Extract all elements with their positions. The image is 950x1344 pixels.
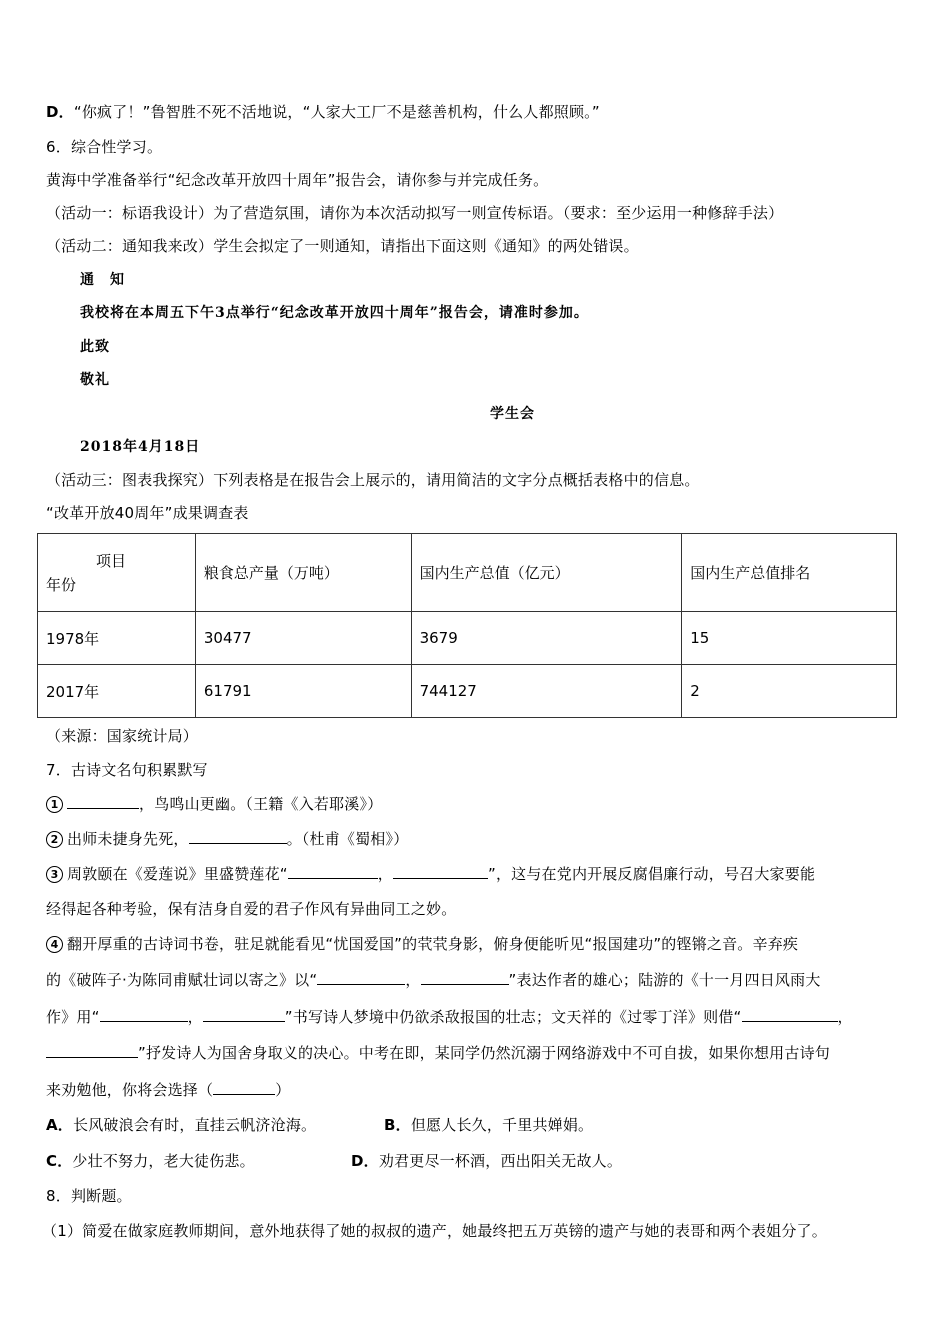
circled-number: 2 [46,831,63,848]
corner-year-label: 年份 [46,575,77,594]
q7-item3 [46,864,815,884]
item-text: 作》用“ [46,1008,100,1026]
cell-rank: 15 [682,612,897,665]
q8-title: 8．判断题。 [46,1187,132,1205]
circled-number: 4 [46,936,63,953]
q8-item1: （1）简爱在做家庭教师期间，意外地获得了她的叔叔的遗产，她最终把五万英镑的遗产与她的表哥和两个表姐分了。 [42,1222,827,1240]
answer-blank[interactable] [67,794,139,809]
q7-item1 [46,794,382,814]
cell-gdp: 3679 [411,612,682,665]
answer-blank[interactable] [288,864,378,879]
q7-option-c [46,1151,255,1171]
option-text: 少壮不努力，老大徒伤悲。 [72,1152,255,1170]
option-d-prev [46,102,600,122]
notice-title: 通 知 [80,272,125,288]
option-text: “你疯了！”鲁智胜不死不活地说，“人家大工厂不是慈善机构，什么人都照顾。” [73,103,600,121]
cell-grain: 61791 [195,665,411,718]
item-text: 来劝勉他，你将会选择（ [46,1081,214,1099]
table-corner-cell [38,534,196,612]
q7-item2 [46,829,408,849]
answer-choice-blank[interactable] [213,1080,275,1095]
q7-option-d [351,1151,622,1171]
answer-blank[interactable] [100,1007,188,1022]
item-text: ”，这与在党内开展反腐倡廉行动，号召大家要能 [487,865,816,883]
survey-table [37,533,897,718]
option-label: D． [46,103,74,121]
circled-number: 1 [46,796,63,813]
table-header-row [38,534,897,612]
answer-blank[interactable] [203,1007,285,1022]
answer-blank[interactable] [393,864,488,879]
answer-blank[interactable] [46,1043,138,1058]
header-gdp-rank: 国内生产总值排名 [682,534,897,612]
item-text: ”表达作者的雄心；陆游的《十一月四日风雨大 [508,971,821,989]
item-text: 。（杜甫《蜀相》） [286,830,409,848]
q6-activity3: （活动三：图表我探究）下列表格是在报告会上展示的，请用简洁的文字分点概括表格中的信息。 [46,471,700,489]
item-text: ） [275,1081,291,1099]
cell-gdp: 744127 [411,665,682,718]
q7-item3-line2: 经得起各种考验，保有洁身自爱的君子作风有异曲同工之妙。 [46,900,457,918]
item-text: ”书写诗人梦境中仍欲杀敌报国的壮志；文天祥的《过零丁洋》则借“ [284,1008,742,1026]
item-text: ”抒发诗人为国舍身取义的决心。中考在即，某同学仍然沉溺于网络游戏中不可自拔，如果你想用古诗句 [138,1044,830,1062]
table-row [38,665,897,718]
q6-activity1: （活动一：标语我设计）为了营造氛围，请你为本次活动拟写一则宣传标语。（要求：至少运用一种修辞手法） [46,204,784,222]
q7-item4-line1 [46,934,798,954]
item-text: ，鸟鸣山更幽。（王籍《入若耶溪》） [139,795,383,813]
header-grain: 粮食总产量（万吨） [195,534,411,612]
separator: ， [187,1008,203,1026]
answer-blank[interactable] [421,970,509,985]
option-text: 长风破浪会有时，直挂云帆济沧海。 [73,1116,317,1134]
answer-blank[interactable] [189,829,287,844]
q7-item4-line5 [46,1080,290,1100]
item-text: 的《破阵子·为陈同甫赋壮词以寄之》以“ [46,971,318,989]
separator: ， [405,971,421,989]
notice-date: 2018年4月18日 [80,439,201,455]
option-text: 但愿人长久，千里共婵娟。 [410,1116,594,1134]
notice-signer: 学生会 [490,406,535,422]
table-source: （来源：国家统计局） [46,727,199,745]
option-label: B． [384,1116,411,1134]
cell-year: 1978年 [38,612,196,665]
q7-item4-line3 [46,1007,853,1027]
answer-blank[interactable] [317,970,405,985]
notice-closing1: 此致 [80,339,110,355]
q6-intro: 黄海中学准备举行“纪念改革开放四十周年”报告会，请你参与并完成任务。 [46,171,549,189]
option-label: D． [351,1152,379,1170]
table-row [38,612,897,665]
answer-blank[interactable] [742,1007,838,1022]
cell-rank: 2 [682,665,897,718]
separator: ， [377,865,393,883]
table-title: “改革开放40周年”成果调查表 [46,504,249,522]
item-text: 周敦颐在《爱莲说》里盛赞莲花“ [67,865,288,883]
cell-grain: 30477 [195,612,411,665]
q7-title: 7．古诗文名句积累默写 [46,761,208,779]
item-text: 出师未捷身先死， [67,830,189,848]
separator: ， [837,1008,853,1026]
q6-title: 6．综合性学习。 [46,138,163,156]
circled-number: 3 [46,866,63,883]
q7-option-b [384,1115,593,1135]
option-text: 劝君更尽一杯酒，西出阳关无故人。 [378,1152,623,1170]
notice-closing2: 敬礼 [80,372,110,388]
corner-item-label: 项目 [96,551,127,570]
header-gdp: 国内生产总值（亿元） [411,534,682,612]
q7-option-a [46,1115,316,1135]
q7-item4-line4 [46,1043,830,1063]
q6-activity2: （活动二：通知我来改）学生会拟定了一则通知，请指出下面这则《通知》的两处错误。 [46,237,639,255]
option-label: C． [46,1152,73,1170]
q7-item4-line2 [46,970,821,990]
option-label: A． [46,1116,74,1134]
notice-body: 我校将在本周五下午3点举行“纪念改革开放四十周年”报告会，请准时参加。 [80,305,589,321]
cell-year: 2017年 [38,665,196,718]
item-text: 翻开厚重的古诗词书卷，驻足就能看见“忧国爱国”的茕茕身影，俯身便能听见“报国建功”的铿锵之音。辛弃疾 [67,935,799,953]
